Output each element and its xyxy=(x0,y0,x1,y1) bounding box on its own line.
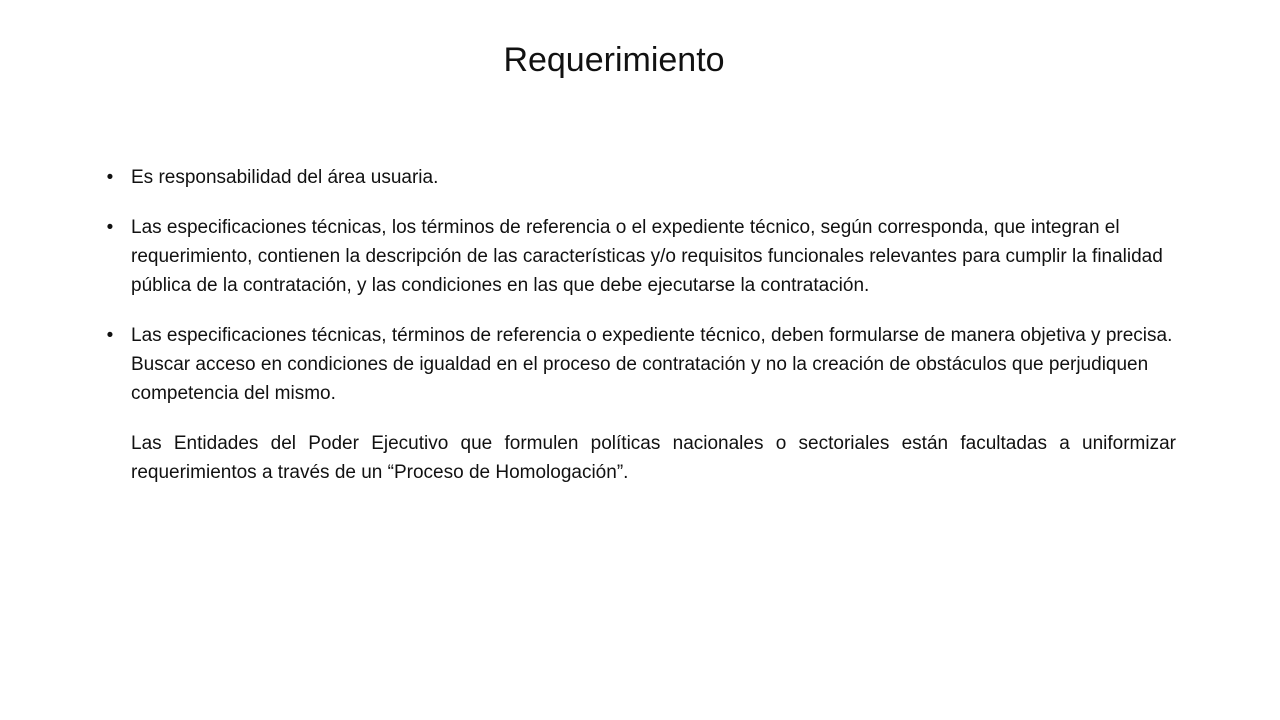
bullet-icon: • xyxy=(106,217,114,238)
bullet-text: Las especificaciones técnicas, términos de referencia o expediente técnico, deben formularse de manera objetiva y precisa. Buscar acceso en condiciones de igualdad en el proceso de contratación y no la creación de obstáculos que perjudiquen competencia del mismo. xyxy=(131,325,1173,404)
bullet-icon: • xyxy=(106,325,114,346)
slide-title: Requerimiento xyxy=(503,41,725,79)
slide-content xyxy=(104,163,1176,487)
bullet-item xyxy=(104,163,1176,192)
homologation-paragraph: Las Entidades del Poder Ejecutivo que formulen políticas nacionales o sectoriales están facultadas a uniformizar requerimientos a través de un “Proceso de Homologación”. xyxy=(131,433,1176,483)
bullet-item xyxy=(104,321,1176,408)
bullet-text: Es responsabilidad del área usuaria. xyxy=(131,167,439,188)
bullet-text: Las especificaciones técnicas, los términos de referencia o el expediente técnico, según corresponda, que integran el requerimiento, contienen la descripción de las características y/o requisitos funcionales relevantes para cumplir la finalidad pública de la contratación, y las condiciones en las que debe ejecutarse la contratación. xyxy=(131,217,1163,296)
bullet-icon: • xyxy=(106,167,114,188)
bullet-item xyxy=(104,213,1176,300)
